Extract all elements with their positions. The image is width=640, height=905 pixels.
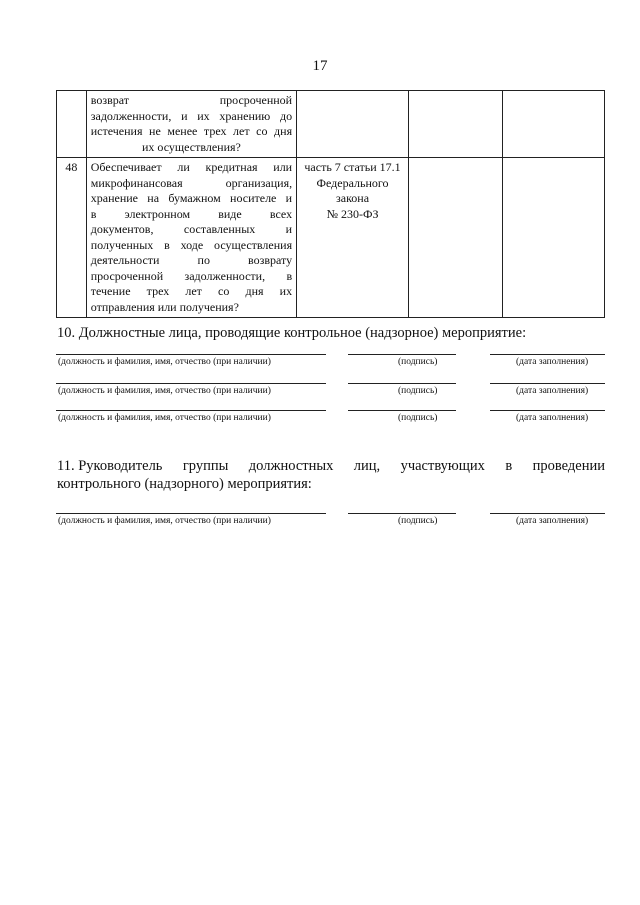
- question-line: полученных в ходе осуществления: [90, 237, 293, 252]
- heading-word: должностных: [248, 458, 334, 474]
- table-row: [57, 158, 605, 318]
- date-line[interactable]: [490, 513, 605, 514]
- date-line[interactable]: [490, 383, 605, 384]
- signature-line[interactable]: [348, 410, 456, 411]
- position-line[interactable]: [56, 383, 326, 384]
- section-11-heading-line-2: контрольного (надзорного) мероприятия:: [57, 476, 312, 492]
- signature-label: (подпись): [398, 357, 438, 367]
- question-cell: [86, 158, 296, 318]
- question-line: возврат просроченной: [90, 93, 293, 107]
- position-label: (должность и фамилия, имя, отчество (при наличии): [58, 357, 271, 367]
- question-line: в электронном виде всех: [90, 206, 293, 221]
- date-label: (дата заполнения): [516, 386, 589, 396]
- position-line[interactable]: [56, 513, 326, 514]
- row-number: [57, 91, 87, 158]
- note-cell[interactable]: [503, 91, 605, 158]
- signature-row: [56, 383, 605, 405]
- question-cell: [86, 91, 296, 158]
- date-line[interactable]: [490, 410, 605, 411]
- heading-word: группы: [182, 458, 229, 474]
- question-line: деятельности по возврату: [90, 253, 293, 267]
- question-line: их осуществления?: [142, 139, 241, 154]
- answer-cell[interactable]: [408, 158, 502, 318]
- question-line: хранение на бумажном носителе и: [90, 191, 293, 205]
- date-label: (дата заполнения): [516, 357, 589, 367]
- reference-line: закона: [336, 191, 370, 205]
- question-line: документов, составленных и: [90, 222, 293, 236]
- heading-word: в: [505, 458, 513, 474]
- note-cell[interactable]: [503, 158, 605, 318]
- table-row: [57, 91, 605, 158]
- position-line[interactable]: [56, 410, 326, 411]
- section-11-heading-line-1: [57, 457, 605, 475]
- signature-line[interactable]: [348, 513, 456, 514]
- heading-word: 11. Руководитель: [57, 458, 163, 474]
- section-11-heading: [57, 457, 605, 493]
- position-label: (должность и фамилия, имя, отчество (при наличии): [58, 413, 271, 423]
- signature-row: [56, 410, 605, 432]
- question-line: задолженности, и их хранению до: [90, 108, 293, 123]
- row-number: 48: [57, 158, 87, 318]
- reference-cell: [297, 91, 409, 158]
- signature-line[interactable]: [348, 354, 456, 355]
- reference-cell: [297, 158, 409, 318]
- signature-row: [56, 354, 605, 376]
- reference-line: часть 7 статьи 17.1: [304, 160, 401, 174]
- date-line[interactable]: [490, 354, 605, 355]
- question-line: микрофинансовая организация,: [90, 175, 293, 190]
- signature-label: (подпись): [398, 386, 438, 396]
- signature-label: (подпись): [398, 413, 438, 423]
- question-line: Обеспечивает ли кредитная или: [90, 160, 293, 174]
- question-line: просроченной задолженности, в: [90, 268, 293, 283]
- signature-row: [56, 513, 605, 535]
- question-line: отправления или получения?: [90, 299, 239, 314]
- signature-line[interactable]: [348, 383, 456, 384]
- heading-word: участвующих: [400, 458, 485, 474]
- position-line[interactable]: [56, 354, 326, 355]
- date-label: (дата заполнения): [516, 516, 589, 526]
- page-number: 17: [312, 58, 328, 74]
- reference-line: Федерального: [316, 175, 389, 190]
- section-10-heading: 10. Должностные лица, проводящие контрольное (надзорное) мероприятие:: [57, 325, 527, 341]
- heading-word: проведении: [532, 458, 605, 474]
- question-line: течение трех лет со дня их: [90, 284, 293, 298]
- position-label: (должность и фамилия, имя, отчество (при наличии): [58, 516, 271, 526]
- position-label: (должность и фамилия, имя, отчество (при наличии): [58, 386, 271, 396]
- signature-label: (подпись): [398, 516, 438, 526]
- checklist-table: [56, 90, 605, 318]
- reference-line: № 230-ФЗ: [326, 206, 379, 221]
- question-line: истечения не менее трех лет со дня: [90, 124, 293, 138]
- heading-word: лиц,: [353, 458, 381, 474]
- answer-cell[interactable]: [408, 91, 502, 158]
- date-label: (дата заполнения): [516, 413, 589, 423]
